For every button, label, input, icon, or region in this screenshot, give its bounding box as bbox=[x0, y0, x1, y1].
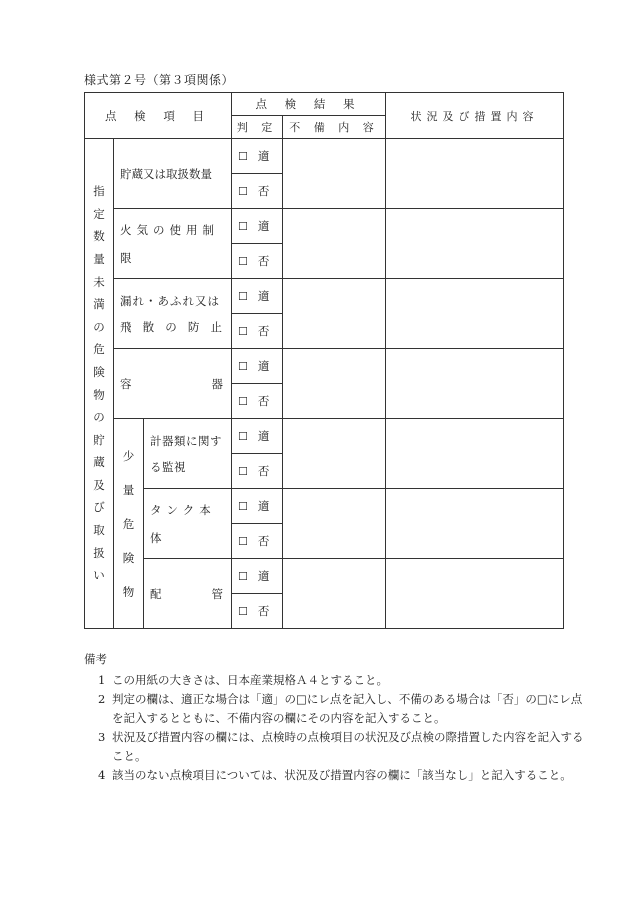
judgment-ng-cell[interactable] bbox=[232, 524, 283, 559]
judgment-ng-cell[interactable] bbox=[232, 314, 283, 349]
inspection-table bbox=[84, 92, 564, 629]
status-cell[interactable] bbox=[386, 349, 564, 419]
table-row bbox=[85, 559, 564, 594]
item-container: 容 器 bbox=[114, 349, 232, 419]
item-leak-line-1: 漏れ・あふれ又は bbox=[120, 293, 220, 308]
judgment-ng-label: 否 bbox=[257, 394, 270, 408]
judgment-ok-cell[interactable] bbox=[232, 489, 283, 524]
checkbox-icon[interactable]: ☐ bbox=[238, 290, 248, 303]
category-vertical-label: 指 定 数 量 未 満 の 危 険 物 の 貯 蔵 及 び 取 扱 い bbox=[85, 139, 114, 629]
judgment-ng-cell[interactable] bbox=[232, 454, 283, 489]
defect-cell[interactable] bbox=[283, 419, 386, 489]
judgment-ng-label: 否 bbox=[257, 184, 270, 198]
judgment-ng-cell[interactable] bbox=[232, 244, 283, 279]
status-cell[interactable] bbox=[386, 559, 564, 629]
checkbox-icon[interactable]: ☐ bbox=[238, 430, 248, 443]
table-row bbox=[85, 139, 564, 174]
judgment-ok-cell[interactable] bbox=[232, 139, 283, 174]
judgment-ok-label: 適 bbox=[257, 219, 270, 233]
judgment-ok-label: 適 bbox=[257, 429, 270, 443]
judgment-ng-label: 否 bbox=[257, 464, 270, 478]
notes-title: 備考 bbox=[84, 652, 107, 666]
defect-cell[interactable] bbox=[283, 559, 386, 629]
small-quantity-vertical-label: 少 量 危 険 物 bbox=[114, 419, 144, 629]
defect-cell[interactable] bbox=[283, 139, 386, 209]
note-item: 3 状況及び措置内容の欄には、点検時の点検項目の状況及び点検の際措置した内容を記入すること。 bbox=[98, 730, 584, 763]
judgment-ok-cell[interactable] bbox=[232, 419, 283, 454]
checkbox-icon[interactable]: ☐ bbox=[238, 465, 248, 478]
judgment-ng-label: 否 bbox=[257, 324, 270, 338]
item-fire-restriction: 火気の使用制限 bbox=[114, 209, 232, 279]
status-cell[interactable] bbox=[386, 419, 564, 489]
judgment-ok-label: 適 bbox=[257, 359, 270, 373]
note-item: 4 該当のない点検項目については、状況及び措置内容の欄に「該当なし」と記入すること。 bbox=[98, 768, 572, 782]
form-number: 様式第２号（第３項関係） bbox=[84, 73, 235, 87]
status-cell[interactable] bbox=[386, 139, 564, 209]
judgment-ok-cell[interactable] bbox=[232, 209, 283, 244]
judgment-ok-label: 適 bbox=[257, 149, 270, 163]
note-item: 2 判定の欄は、適正な場合は「適」の□にレ点を記入し、不備のある場合は「否」の□にレ点を記入するとともに、不備内容の欄にその内容を記入すること。 bbox=[98, 692, 583, 725]
item-piping: 配 管 bbox=[144, 559, 232, 629]
table-row bbox=[85, 489, 564, 524]
checkbox-icon[interactable]: ☐ bbox=[238, 535, 248, 548]
judgment-ok-cell[interactable] bbox=[232, 349, 283, 384]
judgment-ng-label: 否 bbox=[257, 604, 270, 618]
checkbox-icon[interactable]: ☐ bbox=[238, 220, 248, 233]
checkbox-icon[interactable]: ☐ bbox=[238, 150, 248, 163]
item-gauge-monitoring: 計器類に関す る監視 bbox=[144, 419, 232, 489]
item-leak-prevention bbox=[114, 279, 232, 349]
table-row bbox=[85, 419, 564, 454]
checkbox-icon[interactable]: ☐ bbox=[238, 185, 248, 198]
header-inspection-result: 点 検 結 果 bbox=[232, 93, 386, 116]
judgment-ok-label: 適 bbox=[257, 499, 270, 513]
header-row-1 bbox=[85, 93, 564, 116]
table-row bbox=[85, 349, 564, 384]
header-status-measures: 状況及び措置内容 bbox=[386, 93, 564, 139]
defect-cell[interactable] bbox=[283, 489, 386, 559]
defect-cell[interactable] bbox=[283, 349, 386, 419]
judgment-ok-cell[interactable] bbox=[232, 279, 283, 314]
defect-cell[interactable] bbox=[283, 209, 386, 279]
judgment-ok-label: 適 bbox=[257, 289, 270, 303]
notes-section bbox=[84, 650, 584, 785]
defect-cell[interactable] bbox=[283, 279, 386, 349]
checkbox-icon[interactable]: ☐ bbox=[238, 605, 248, 618]
note-item: 1 この用紙の大きさは、日本産業規格Ａ４とすること。 bbox=[98, 673, 388, 687]
header-judgment: 判 定 bbox=[232, 116, 283, 139]
header-defect: 不 備 内 容 bbox=[283, 116, 386, 139]
judgment-ok-cell[interactable] bbox=[232, 559, 283, 594]
judgment-ok-label: 適 bbox=[257, 569, 270, 583]
item-leak-line-2: 飛 散 の 防 止 bbox=[120, 319, 223, 334]
item-storage-quantity: 貯蔵又は取扱数量 bbox=[114, 139, 232, 209]
checkbox-icon[interactable]: ☐ bbox=[238, 395, 248, 408]
checkbox-icon[interactable]: ☐ bbox=[238, 255, 248, 268]
checkbox-icon[interactable]: ☐ bbox=[238, 500, 248, 513]
table-row bbox=[85, 209, 564, 244]
status-cell[interactable] bbox=[386, 279, 564, 349]
judgment-ng-cell[interactable] bbox=[232, 594, 283, 629]
table-row bbox=[85, 279, 564, 314]
checkbox-icon[interactable]: ☐ bbox=[238, 360, 248, 373]
checkbox-icon[interactable]: ☐ bbox=[238, 570, 248, 583]
status-cell[interactable] bbox=[386, 489, 564, 559]
header-inspection-item: 点 検 項 目 bbox=[85, 93, 232, 139]
judgment-ng-label: 否 bbox=[257, 254, 270, 268]
status-cell[interactable] bbox=[386, 209, 564, 279]
judgment-ng-cell[interactable] bbox=[232, 174, 283, 209]
checkbox-icon[interactable]: ☐ bbox=[238, 325, 248, 338]
judgment-ng-cell[interactable] bbox=[232, 384, 283, 419]
item-tank-body: タンク本体 bbox=[144, 489, 232, 559]
judgment-ng-label: 否 bbox=[257, 534, 270, 548]
